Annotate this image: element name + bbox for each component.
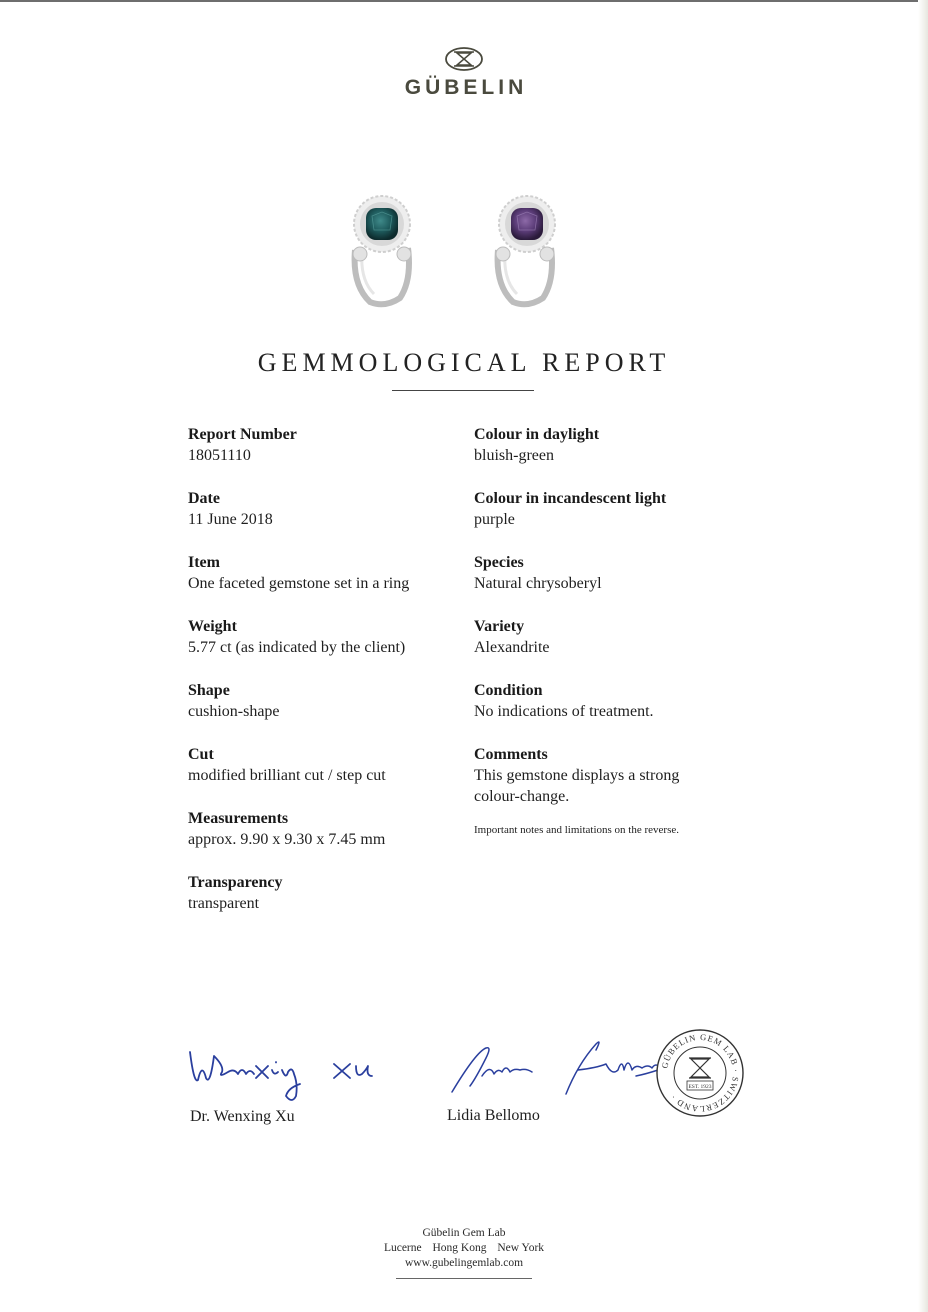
ring-daylight xyxy=(353,196,411,304)
field-value: No indications of treatment. xyxy=(474,703,654,720)
field-label: Measurements xyxy=(188,810,289,827)
field-weight xyxy=(188,616,458,658)
field-condition xyxy=(474,680,774,722)
signature-wenxing-xu xyxy=(184,1036,404,1106)
signatory-name-first: Dr. Wenxing Xu xyxy=(190,1108,295,1125)
footer-website-link[interactable]: www.gubelingemlab.com xyxy=(404,1257,524,1269)
field-species xyxy=(474,552,774,594)
field-label: Variety xyxy=(474,618,525,635)
field-label: Shape xyxy=(188,682,230,699)
brand-name: GÜBELIN xyxy=(404,76,528,99)
signatory-name-second: Lidia Bellomo xyxy=(447,1107,540,1124)
field-value: approx. 9.90 x 9.30 x 7.45 mm xyxy=(188,831,386,848)
field-value: cushion-shape xyxy=(188,703,280,720)
field-label: Cut xyxy=(188,746,214,763)
field-variety xyxy=(474,616,774,658)
footer-locations xyxy=(0,1241,928,1256)
footer-divider xyxy=(396,1278,532,1279)
gemstone-photos xyxy=(330,180,600,310)
field-label: Species xyxy=(474,554,524,571)
field-value: transparent xyxy=(188,895,260,912)
field-label: Report Number xyxy=(188,426,297,443)
svg-text:EST. 1923: EST. 1923 xyxy=(688,1084,712,1090)
field-label: Condition xyxy=(474,682,543,699)
field-label: Weight xyxy=(188,618,237,635)
field-label: Colour in incandescent light xyxy=(474,490,667,507)
field-measurements xyxy=(188,808,458,850)
field-label: Date xyxy=(188,490,220,507)
field-colour-daylight xyxy=(474,424,774,466)
field-item xyxy=(188,552,458,594)
field-label: Comments xyxy=(474,746,548,763)
field-colour-incandescent xyxy=(474,488,774,530)
field-value: 11 June 2018 xyxy=(188,511,273,528)
field-value: modified brilliant cut / step cut xyxy=(188,767,386,784)
field-label: Transparency xyxy=(188,874,283,891)
gubelin-gem-lab-seal xyxy=(655,1028,745,1118)
field-value: 5.77 ct (as indicated by the client) xyxy=(188,639,406,656)
left-field-column xyxy=(188,424,458,936)
hourglass-logo-icon xyxy=(444,46,484,72)
footer-location: New York xyxy=(497,1242,545,1254)
field-report-number xyxy=(188,424,458,466)
footer-lab-name: Gübelin Gem Lab xyxy=(422,1227,506,1239)
page-top-edge xyxy=(0,0,928,2)
field-date xyxy=(188,488,458,530)
ring-incandescent xyxy=(496,196,555,304)
page-right-edge xyxy=(918,0,928,1312)
field-value: Natural chrysoberyl xyxy=(474,575,602,592)
right-field-column xyxy=(474,424,774,837)
footer-location: Hong Kong xyxy=(432,1242,487,1254)
field-value: purple xyxy=(474,511,515,528)
svg-text:GÜBELIN GEM LAB · SWITZERLAND: GÜBELIN GEM LAB · SWITZERLAND · xyxy=(659,1031,742,1115)
title-divider xyxy=(392,390,534,391)
field-label: Item xyxy=(188,554,220,571)
field-value: bluish-green xyxy=(474,447,554,464)
field-shape xyxy=(188,680,458,722)
field-cut xyxy=(188,744,458,786)
field-comments xyxy=(474,744,774,807)
limitations-note: Important notes and limitations on the reverse. xyxy=(474,824,679,836)
footer-location: Lucerne xyxy=(383,1242,422,1254)
field-value: Alexandrite xyxy=(474,639,550,656)
field-value: One faceted gemstone set in a ring xyxy=(188,575,410,592)
field-value: This gemstone displays a strong colour-change. xyxy=(474,767,680,805)
field-transparency xyxy=(188,872,458,914)
field-label: Colour in daylight xyxy=(474,426,600,443)
footer xyxy=(0,1226,928,1271)
signature-lidia-bellomo xyxy=(446,1034,676,1104)
gubelin-logo xyxy=(0,46,928,100)
field-value: 18051110 xyxy=(188,447,251,464)
report-title: GEMMOLOGICAL REPORT xyxy=(257,348,671,377)
